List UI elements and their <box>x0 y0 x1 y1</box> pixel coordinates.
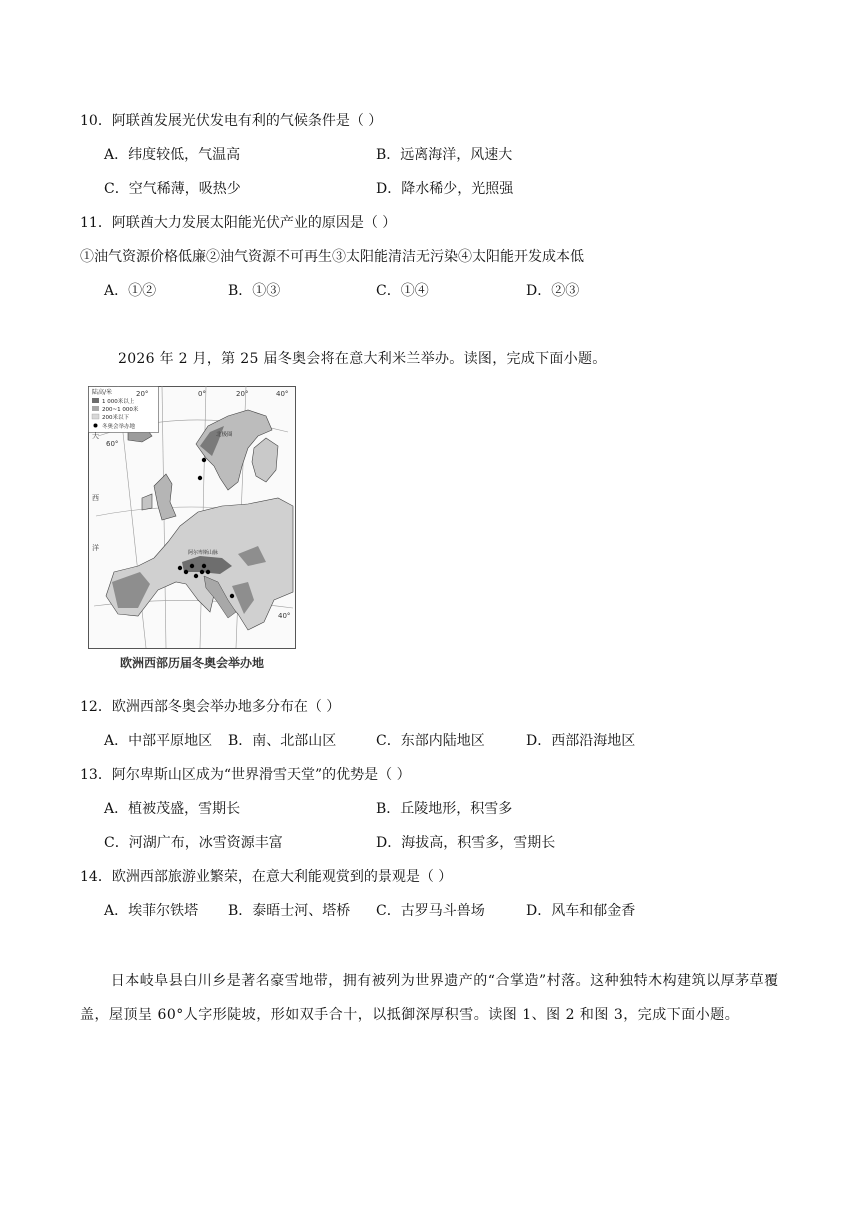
question-13-option-b[interactable]: B．丘陵地形，积雪多 <box>376 801 513 817</box>
question-10-option-d[interactable]: D．降水稀少，光照强 <box>376 181 514 197</box>
label-lat-60: 60° <box>106 440 119 448</box>
label-atlantic-2: 西 <box>92 494 99 502</box>
question-12-stem: 12．欧洲西部冬奥会举办地多分布在（ ） <box>80 699 341 715</box>
label-lon-e40: 40° <box>276 390 289 398</box>
question-11-stem: 11．阿联酋大力发展太阳能光伏产业的原因是（ ） <box>80 215 397 231</box>
question-13-stem: 13．阿尔卑斯山区成为“世界滑雪天堂”的优势是（ ） <box>80 767 411 783</box>
europe-map <box>88 386 296 650</box>
question-12-option-a[interactable]: A．中部平原地区 <box>104 733 213 749</box>
label-alps: 阿尔卑斯山脉 <box>188 550 219 556</box>
label-atlantic-3: 洋 <box>92 544 99 552</box>
question-13-option-c[interactable]: C．河湖广布，冰雪资源丰富 <box>104 835 283 851</box>
label-lat-40: 40° <box>278 612 291 620</box>
label-atlantic-1: 大 <box>92 432 99 440</box>
question-11-option-b[interactable]: B．①③ <box>228 283 281 299</box>
question-13-option-a[interactable]: A．植被茂盛，雪期长 <box>104 801 241 817</box>
question-10-option-b[interactable]: B．远离海洋，风速大 <box>376 147 513 163</box>
legend-mid: 200~1 000米 <box>102 407 139 413</box>
europe-map-figure <box>88 386 296 678</box>
label-lon-e20: 20° <box>236 390 249 398</box>
label-lon-0: 0° <box>198 390 206 398</box>
label-lon-w20: 20° <box>136 390 149 398</box>
question-12-option-d[interactable]: D．西部沿海地区 <box>526 733 636 749</box>
section-intro-shirakawa-go: 日本岐阜县白川乡是著名豪雪地带，拥有被列为世界遗产的“合掌造”村落。这种独特木构建筑以厚茅草覆盖，屋顶呈 60°人字形陡坡，形如双手合十，以抵御深厚积雪。读图 1、图 2 和图 3，完成下面小题。 <box>80 973 779 1023</box>
map-caption: 欧洲西部历届冬奥会举办地 <box>119 656 264 670</box>
question-10-stem: 10．阿联酋发展光伏发电有利的气候条件是（ ） <box>80 113 383 129</box>
section-intro-winter-olympics: 2026 年 2 月，第 25 届冬奥会将在意大利米兰举办。读图，完成下面小题。 <box>118 351 607 367</box>
question-12-option-c[interactable]: C．东部内陆地区 <box>376 733 485 749</box>
question-11-option-d[interactable]: D．②③ <box>526 283 580 299</box>
question-11-option-a[interactable]: A．①② <box>104 283 157 299</box>
question-14-stem: 14．欧洲西部旅游业繁荣，在意大利能观赏到的景观是（ ） <box>80 869 453 885</box>
question-14-option-c[interactable]: C．古罗马斗兽场 <box>376 903 485 919</box>
legend-title: 陆高/米 <box>92 389 113 396</box>
legend-host: 冬奥会举办地 <box>102 424 136 430</box>
question-13-option-d[interactable]: D．海拔高，积雪多，雪期长 <box>376 835 556 851</box>
question-14-option-a[interactable]: A．埃菲尔铁塔 <box>104 903 199 919</box>
question-14-option-d[interactable]: D．风车和郁金香 <box>526 903 636 919</box>
question-12-option-b[interactable]: B．南、北部山区 <box>228 733 337 749</box>
legend-low: 200米以下 <box>102 415 129 421</box>
question-11-option-c[interactable]: C．①④ <box>376 283 429 299</box>
legend-high: 1 000米以上 <box>102 399 135 405</box>
question-10-option-c[interactable]: C．空气稀薄，吸热少 <box>104 181 241 197</box>
question-10-option-a[interactable]: A．纬度较低，气温高 <box>104 147 241 163</box>
question-11-statements: ①油气资源价格低廉②油气资源不可再生③太阳能清洁无污染④太阳能开发成本低 <box>80 249 584 265</box>
question-14-option-b[interactable]: B．泰晤士河、塔桥 <box>228 903 351 919</box>
label-arctic-circle: 北极圈 <box>216 432 233 438</box>
